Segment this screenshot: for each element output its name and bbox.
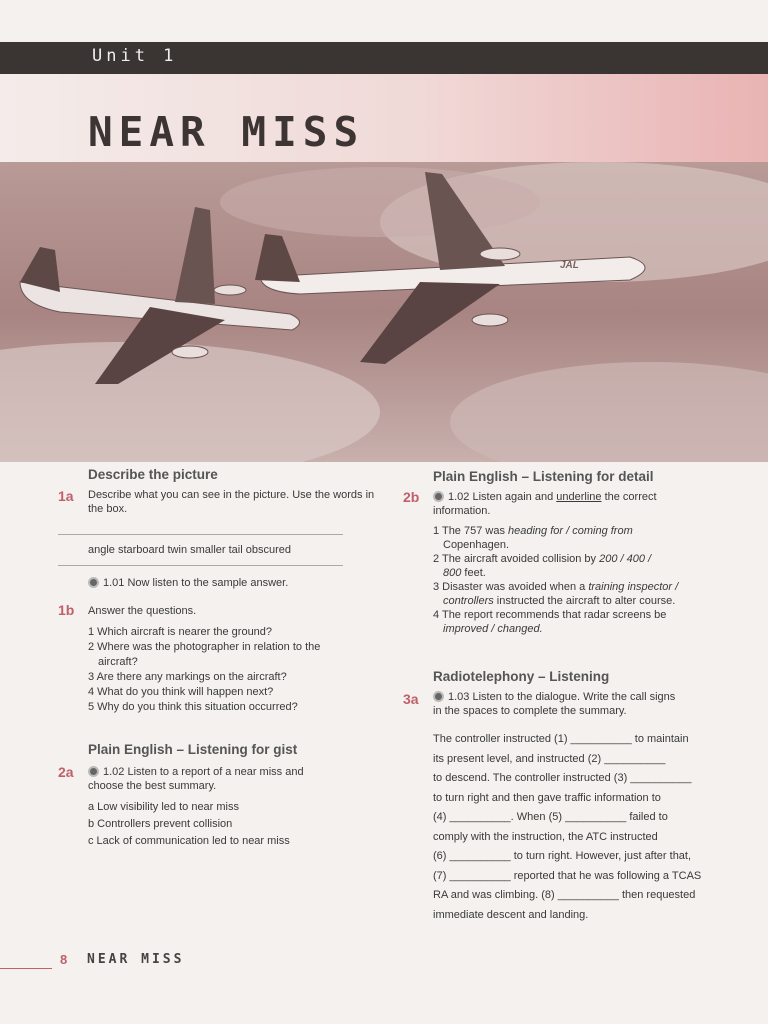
unit-bar — [0, 42, 768, 74]
summary-line: to descend. The controller instructed (3) __________ — [433, 772, 692, 784]
summary-line: The controller instructed (1) __________ to maintain — [433, 733, 689, 745]
summary-line: (6) __________ to turn right. However, just after that, — [433, 850, 692, 862]
cd-icon[interactable] — [88, 766, 99, 777]
box-rule-bottom — [58, 565, 343, 566]
section-2b — [433, 470, 733, 636]
item-2b-1: 1 The 757 was heading for / coming from — [433, 525, 633, 537]
section-1a — [88, 468, 378, 590]
instruction-2b-underline: underline — [556, 491, 602, 503]
item-2b-3-cont: controllers instructed the aircraft to alter course. — [443, 595, 676, 607]
instruction-1a: Describe what you can see in the picture. Use the words in the box. — [88, 489, 375, 515]
summary-line: to turn right and then gave traffic information to — [433, 791, 661, 804]
instruction-3a-1: 1.03 Listen to the dialogue. Write the call signs — [448, 691, 676, 703]
label-3a: 3a — [403, 691, 419, 707]
item-2b-3: 3 Disaster was avoided when a training inspector / — [433, 581, 679, 593]
cd-icon[interactable] — [88, 577, 99, 588]
question-5: 5 Why do you think this situation occurred? — [88, 701, 298, 713]
summary-line: its present level, and instructed (2) __________ — [433, 752, 666, 765]
option-b: b Controllers prevent collision — [88, 818, 233, 830]
label-2a: 2a — [58, 764, 74, 780]
question-4: 4 What do you think will happen next? — [88, 686, 274, 698]
page-number: 8 — [60, 952, 68, 967]
option-c: c Lack of communication led to near miss — [88, 835, 290, 847]
tail-mark: JAL — [560, 260, 579, 271]
page-title: NEAR MISS — [88, 108, 365, 156]
label-2b: 2b — [403, 489, 420, 505]
instruction-3a-2: in the spaces to complete the summary. — [433, 705, 627, 717]
cd-icon[interactable] — [433, 491, 444, 502]
summary-line: RA and was climbing. (8) __________ then requested — [433, 889, 696, 901]
aircraft-photo — [0, 162, 768, 462]
item-2b-1-cont: Copenhagen. — [443, 539, 510, 551]
item-2b-2-cont: 800 feet. — [443, 567, 486, 579]
item-2b-2: 2 The aircraft avoided collision by 200 / 400 / — [433, 553, 652, 565]
label-1b: 1b — [58, 602, 75, 618]
item-2b-4: 4 The report recommends that radar screens be — [433, 609, 667, 621]
heading-detail: Plain English – Listening for detail — [433, 469, 654, 484]
option-a: a Low visibility led to near miss — [88, 801, 240, 813]
unit-label: Unit 1 — [92, 46, 178, 66]
summary-line: (7) __________ reported that he was following a TCAS — [433, 869, 702, 882]
section-1b — [88, 604, 378, 715]
heading-describe: Describe the picture — [88, 467, 218, 482]
question-2: 2 Where was the photographer in relation to the — [88, 641, 321, 653]
footer-rule — [0, 968, 52, 969]
heading-radiotelephony: Radiotelephony – Listening — [433, 669, 610, 684]
item-2b-4-cont: improved / changed. — [443, 623, 543, 635]
instruction-2a-2: choose the best summary. — [88, 780, 217, 792]
aircraft-illustration — [0, 162, 768, 462]
question-2-cont: aircraft? — [98, 656, 138, 668]
summary-line: (4) __________. When (5) __________ failed to — [433, 811, 668, 823]
question-1: 1 Which aircraft is nearer the ground? — [88, 626, 273, 638]
instruction-2a-1: 1.02 Listen to a report of a near miss and — [103, 766, 304, 778]
summary-line: comply with the instruction, the ATC instructed — [433, 830, 658, 843]
instruction-1b: Answer the questions. — [88, 605, 197, 617]
footer-title: NEAR MISS — [87, 952, 185, 967]
top-margin — [0, 0, 768, 42]
audio-1-01: 1.01 Now listen to the sample answer. — [103, 577, 289, 589]
section-3a — [433, 670, 733, 925]
word-box: angle starboard twin smaller tail obscured — [88, 544, 291, 556]
cd-icon[interactable] — [433, 691, 444, 702]
summary-line: immediate descent and landing. — [433, 908, 589, 921]
heading-gist: Plain English – Listening for gist — [88, 742, 298, 757]
label-1a: 1a — [58, 488, 74, 504]
section-2a — [88, 743, 378, 850]
instruction-2b-c: information. — [433, 505, 491, 517]
instruction-2b-b: the correct — [601, 491, 657, 503]
question-3: 3 Are there any markings on the aircraft? — [88, 671, 287, 683]
instruction-2b-a: 1.02 Listen again and — [448, 491, 557, 503]
